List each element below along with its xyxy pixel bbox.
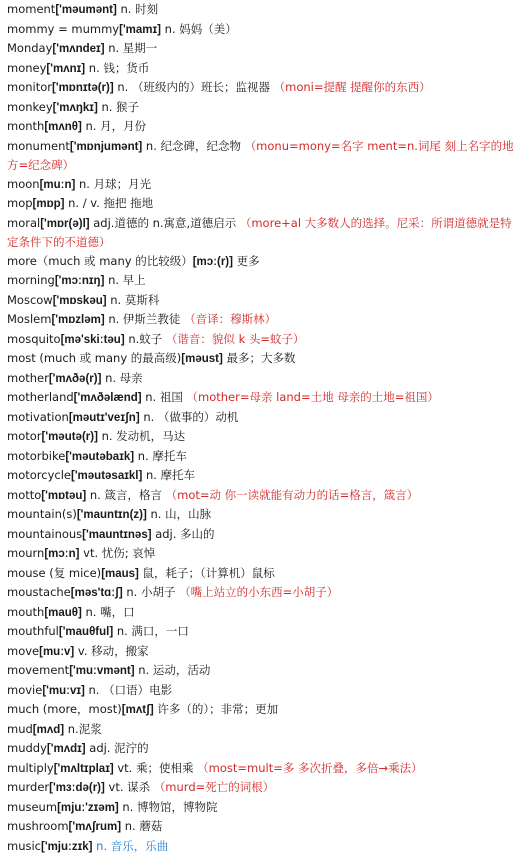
phonetic-transcription: [muːn] bbox=[40, 179, 76, 191]
phonetic-transcription: ['mɒskəu] bbox=[53, 295, 107, 307]
definition: adj.道德的 n.寓意,道德启示 bbox=[93, 216, 236, 230]
phonetic-transcription: ['mɒnɪtə(r)] bbox=[52, 82, 114, 94]
vocab-word: movement bbox=[7, 663, 69, 677]
phonetic-transcription: [maus] bbox=[101, 568, 139, 580]
vocab-entry bbox=[7, 330, 518, 350]
definition: n. 蘑菇 bbox=[125, 819, 163, 833]
phonetic-transcription: ['muːvɪ] bbox=[42, 685, 85, 697]
definition: n. 猴子 bbox=[101, 100, 139, 114]
definition: n.泥浆 bbox=[68, 722, 102, 736]
vocab-word: mother bbox=[7, 371, 49, 385]
definition: n. 摩托车 bbox=[138, 449, 187, 463]
definition: n. 发动机，马达 bbox=[102, 429, 186, 443]
definition: n. 时刻 bbox=[121, 2, 159, 16]
vocab-entry bbox=[7, 837, 518, 856]
vocab-word: mop bbox=[7, 196, 33, 210]
vocab-entry bbox=[7, 194, 518, 214]
vocab-entry bbox=[7, 252, 518, 272]
mnemonic-note: （mother=母亲 land=土地 母亲的土地=祖国） bbox=[187, 390, 439, 404]
phonetic-transcription: ['mʌðə(r)] bbox=[49, 373, 102, 385]
phonetic-transcription: ['mʌʃrum] bbox=[69, 821, 122, 833]
vocab-entry bbox=[7, 798, 518, 818]
vocab-word: motivation bbox=[7, 410, 69, 424]
vocab-entry bbox=[7, 466, 518, 486]
definition: n. （口语）电影 bbox=[89, 683, 173, 697]
vocab-word: muddy bbox=[7, 741, 47, 755]
phonetic-transcription: ['məumənt] bbox=[55, 4, 117, 16]
phonetic-transcription: ['mamɪ] bbox=[119, 24, 161, 36]
phonetic-transcription: ['mauθful] bbox=[59, 626, 113, 638]
definition: 更多 bbox=[237, 254, 260, 268]
vocab-entry bbox=[7, 759, 518, 779]
vocab-entry bbox=[7, 20, 518, 40]
vocab-entry bbox=[7, 214, 518, 252]
definition: n. 星期一 bbox=[108, 41, 157, 55]
vocab-entry bbox=[7, 622, 518, 642]
vocab-entry bbox=[7, 271, 518, 291]
phonetic-transcription: [məutɪ'veɪʃn] bbox=[69, 412, 140, 424]
vocab-word: movie bbox=[7, 683, 42, 697]
vocab-entry bbox=[7, 291, 518, 311]
definition: n. 小胡子 bbox=[126, 585, 175, 599]
vocab-entry bbox=[7, 388, 518, 408]
vocab-word: mouse (复 mice) bbox=[7, 566, 101, 580]
vocab-entry bbox=[7, 310, 518, 330]
definition: n. 母亲 bbox=[105, 371, 143, 385]
mnemonic-note: （most=mult=多 多次折叠，多倍→乘法） bbox=[197, 761, 423, 775]
vocab-word: move bbox=[7, 644, 39, 658]
vocab-word: moment bbox=[7, 2, 55, 16]
vocab-word: multiply bbox=[7, 761, 54, 775]
vocab-entry bbox=[7, 175, 518, 195]
vocab-word: much (more，most) bbox=[7, 702, 122, 716]
vocab-word: moral bbox=[7, 216, 40, 230]
phonetic-transcription: ['mʌðəlænd] bbox=[74, 392, 142, 404]
vocab-word: morning bbox=[7, 273, 55, 287]
vocab-word: monument bbox=[7, 139, 70, 153]
phonetic-transcription: ['mɔːnɪŋ] bbox=[55, 275, 105, 287]
vocab-word: monkey bbox=[7, 100, 53, 114]
mnemonic-note: （mot=动 你一读就能有动力的话=格言，箴言） bbox=[166, 488, 419, 502]
vocab-word: monitor bbox=[7, 80, 52, 94]
definition: 鼠，耗子；（计算机）鼠标 bbox=[143, 566, 275, 580]
vocab-word: Moslem bbox=[7, 312, 51, 326]
vocab-word: mourn bbox=[7, 546, 44, 560]
definition: n. 钱；货币 bbox=[89, 61, 150, 75]
vocab-word: motorbike bbox=[7, 449, 65, 463]
mnemonic-note: （音译：穆斯林） bbox=[184, 312, 276, 326]
vocab-word: mouthful bbox=[7, 624, 59, 638]
vocab-entry bbox=[7, 720, 518, 740]
vocab-word: mountainous bbox=[7, 527, 82, 541]
phonetic-transcription: ['mauntɪn(z)] bbox=[77, 509, 147, 521]
vocab-word: month bbox=[7, 119, 44, 133]
vocab-entry bbox=[7, 408, 518, 428]
phonetic-transcription: ['mjuːzɪk] bbox=[41, 841, 92, 853]
phonetic-transcription: [məust] bbox=[181, 353, 223, 365]
vocab-word: mud bbox=[7, 722, 33, 736]
phonetic-transcription: [mʌtʃ] bbox=[122, 704, 154, 716]
vocab-word: most (much 或 many 的最高级) bbox=[7, 351, 181, 365]
vocab-entry bbox=[7, 486, 518, 506]
definition: vt. 忧伤; 哀悼 bbox=[83, 546, 155, 560]
phonetic-transcription: ['mɒr(ə)l] bbox=[40, 218, 89, 230]
phonetic-transcription: ['mʌndeɪ] bbox=[52, 43, 104, 55]
phonetic-transcription: ['məutə(r)] bbox=[42, 431, 98, 443]
definition: n. 月球；月光 bbox=[79, 177, 151, 191]
vocab-word: motto bbox=[7, 488, 41, 502]
phonetic-transcription: [mɒp] bbox=[33, 198, 65, 210]
definition: n. 祖国 bbox=[145, 390, 183, 404]
definition: vt. 乘；使相乘 bbox=[117, 761, 193, 775]
definition: adj. 泥泞的 bbox=[89, 741, 148, 755]
phonetic-transcription: [mə'skiːtəu] bbox=[61, 334, 125, 346]
definition: 许多（的）；非常；更加 bbox=[157, 702, 278, 716]
vocab-word: music bbox=[7, 839, 41, 853]
mnemonic-note: （murd=死亡的词根） bbox=[154, 780, 274, 794]
definition: n. 嘴，口 bbox=[86, 605, 135, 619]
phonetic-transcription: [mɔː(r)] bbox=[193, 256, 233, 268]
definition: n.蚊子 bbox=[128, 332, 162, 346]
definition: 最多；大多数 bbox=[226, 351, 295, 365]
vocab-entry bbox=[7, 59, 518, 79]
vocab-entry bbox=[7, 78, 518, 98]
vocab-word: mouth bbox=[7, 605, 44, 619]
vocab-word: museum bbox=[7, 800, 57, 814]
vocab-word: moon bbox=[7, 177, 40, 191]
vocab-entry bbox=[7, 739, 518, 759]
definition: v. 移动，搬家 bbox=[78, 644, 149, 658]
phonetic-transcription: [muːv] bbox=[39, 646, 74, 658]
definition: n. / v. 拖把 拖地 bbox=[68, 196, 153, 210]
vocab-word: murder bbox=[7, 780, 49, 794]
vocab-word: motherland bbox=[7, 390, 74, 404]
phonetic-transcription: ['mɜːdə(r)] bbox=[49, 782, 105, 794]
vocab-entry bbox=[7, 505, 518, 525]
phonetic-transcription: [məs'tɑːʃ] bbox=[71, 587, 123, 599]
phonetic-transcription: ['mɒtəu] bbox=[41, 490, 86, 502]
definition: n. 妈妈（美） bbox=[165, 22, 237, 36]
definition: n. （班级内的）班长；监视器 bbox=[117, 80, 270, 94]
vocab-word: money bbox=[7, 61, 46, 75]
definition: n. 音乐，乐曲 bbox=[96, 839, 168, 853]
vocab-entry bbox=[7, 681, 518, 701]
phonetic-transcription: ['məutəsaɪkl] bbox=[71, 470, 142, 482]
mnemonic-note: （谐音：貌似 k 头=蚊子） bbox=[166, 332, 305, 346]
mnemonic-note: （monu=mony=名字 ment=n.词尾 刻上名字的地方=纪念碑） bbox=[7, 139, 514, 173]
vocab-entry bbox=[7, 564, 518, 584]
phonetic-transcription: ['mʌltɪplaɪ] bbox=[54, 763, 114, 775]
vocab-word: motor bbox=[7, 429, 42, 443]
vocab-entry bbox=[7, 98, 518, 118]
definition: n. 运动，活动 bbox=[138, 663, 210, 677]
phonetic-transcription: ['mʌnɪ] bbox=[46, 63, 85, 75]
vocab-entry bbox=[7, 117, 518, 137]
vocab-word: moustache bbox=[7, 585, 71, 599]
definition: n. 摩托车 bbox=[146, 468, 195, 482]
mnemonic-note: （more+al 大多数人的选择。尼采：所谓道德就是特定条件下的不道德） bbox=[7, 216, 512, 250]
vocab-entry bbox=[7, 369, 518, 389]
definition: adj. 多山的 bbox=[155, 527, 214, 541]
vocab-word: motorcycle bbox=[7, 468, 71, 482]
vocab-entry bbox=[7, 427, 518, 447]
vocab-entry bbox=[7, 661, 518, 681]
phonetic-transcription: ['mauntɪnəs] bbox=[82, 529, 151, 541]
phonetic-transcription: ['muːvmənt] bbox=[69, 665, 134, 677]
phonetic-transcription: ['məutəbaɪk] bbox=[65, 451, 134, 463]
vocab-word: mushroom bbox=[7, 819, 69, 833]
vocab-entry bbox=[7, 603, 518, 623]
phonetic-transcription: [mjuː'zɪəm] bbox=[57, 802, 119, 814]
definition: n. 满口，一口 bbox=[117, 624, 189, 638]
vocab-entry bbox=[7, 817, 518, 837]
phonetic-transcription: ['mɒzləm] bbox=[51, 314, 104, 326]
vocab-entry bbox=[7, 583, 518, 603]
definition: n. 博物馆，博物院 bbox=[122, 800, 217, 814]
phonetic-transcription: ['mʌŋkɪ] bbox=[53, 102, 98, 114]
vocab-word: more（much 或 many 的比较级） bbox=[7, 254, 193, 268]
vocab-entry bbox=[7, 137, 518, 175]
phonetic-transcription: ['mɒnjumənt] bbox=[70, 141, 142, 153]
phonetic-transcription: [mʌd] bbox=[33, 724, 64, 736]
phonetic-transcription: [mauθ] bbox=[44, 607, 82, 619]
vocab-entry bbox=[7, 700, 518, 720]
phonetic-transcription: [mʌnθ] bbox=[44, 121, 82, 133]
definition: n. 莫斯科 bbox=[110, 293, 159, 307]
vocab-word: mommy = mummy bbox=[7, 22, 119, 36]
vocab-entry bbox=[7, 447, 518, 467]
definition: n. 箴言，格言 bbox=[90, 488, 162, 502]
vocab-word: mosquito bbox=[7, 332, 61, 346]
vocab-word: Moscow bbox=[7, 293, 53, 307]
definition: n. （做事的）动机 bbox=[143, 410, 238, 424]
phonetic-transcription: [mɔːn] bbox=[44, 548, 79, 560]
definition: n. 伊斯兰教徒 bbox=[108, 312, 180, 326]
phonetic-transcription: ['mʌdɪ] bbox=[47, 743, 86, 755]
vocab-word: Monday bbox=[7, 41, 52, 55]
definition: n. 早上 bbox=[108, 273, 146, 287]
vocab-entry bbox=[7, 39, 518, 59]
mnemonic-note: （moni=提醒 提醒你的东西） bbox=[274, 80, 431, 94]
vocab-entry bbox=[7, 544, 518, 564]
vocab-entry bbox=[7, 0, 518, 20]
vocab-entry bbox=[7, 525, 518, 545]
definition: n. 山，山脉 bbox=[150, 507, 211, 521]
definition: n. 纪念碑，纪念物 bbox=[146, 139, 241, 153]
vocab-word: mountain(s) bbox=[7, 507, 77, 521]
vocab-entry bbox=[7, 349, 518, 369]
vocab-entry bbox=[7, 778, 518, 798]
vocab-entry bbox=[7, 642, 518, 662]
definition: vt. 谋杀 bbox=[109, 780, 151, 794]
definition: n. 月，月份 bbox=[86, 119, 147, 133]
mnemonic-note: （嘴上站立的小东西=小胡子） bbox=[179, 585, 338, 599]
